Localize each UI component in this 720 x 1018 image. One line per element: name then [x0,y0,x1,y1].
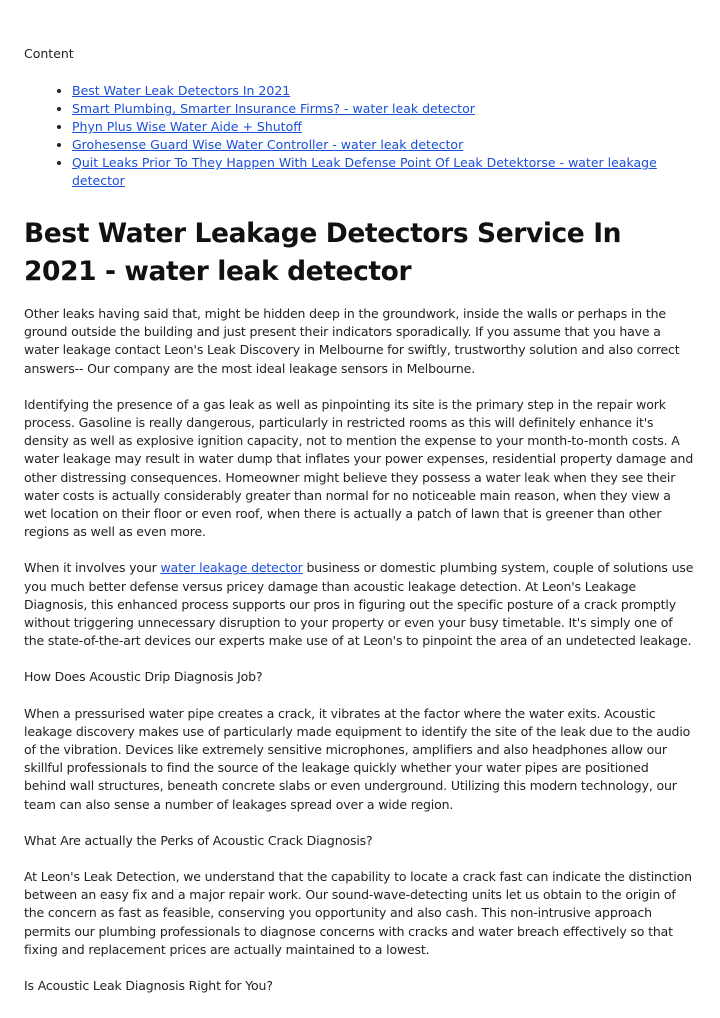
toc-item [72,154,694,190]
toc-heading: Content [24,46,74,61]
question-1: How Does Acoustic Drip Diagnosis Job? [24,669,263,685]
water-leakage-detector-link[interactable]: water leakage detector [160,560,303,576]
toc-link-5[interactable]: Quit Leaks Prior To They Happen With Leak Defense Point Of Leak Detektorse - water leakage detector [72,155,657,188]
paragraph-4: When a pressurised water pipe creates a crack, it vibrates at the factor where the water exits. Acoustic leakage discovery makes use of particularly made equipment to identify the site of the leak due to the audio of the vibration. Devices like extremely sensitive microphones, amplifiers and also headphones allow our skillful professionals to find the source of the leakage quickly whether your water pipes are positioned behind wall structures, beneath concrete slabs or even underground. Utilizing this modern technology, our team can also sense a number of leakages spread over a wide region. [24,705,691,812]
paragraph-3-lead: When it involves your [24,560,161,576]
article-title: Best Water Leakage Detectors Service In 2021 - water leak detector [24,218,622,287]
toc-item [72,118,694,136]
toc-link-4[interactable]: Grohesense Guard Wise Water Controller - water leak detector [72,137,464,152]
paragraph-5: At Leon's Leak Detection, we understand that the capability to locate a crack fast can indicate the distinction between an easy fix and a major repair work. Our sound-wave-detecting units let us obtain to the origin of the concern as fast as feasible, conserving you opportunity and also cash. This non-intrusive approach permits our plumbing professionals to diagnose concerns with cracks and water breach effectively so that fixing and replacement prices are actually maintained to a lowest. [24,869,692,957]
question-3: Is Acoustic Leak Diagnosis Right for You? [24,978,273,994]
toc-link-2[interactable]: Smart Plumbing, Smarter Insurance Firms? - water leak detector [72,101,475,116]
question-2: What Are actually the Perks of Acoustic Crack Diagnosis? [24,832,373,848]
paragraph-3-rest: business or domestic plumbing system, couple of solutions use you much better defense versus pricey damage than acoustic leakage detection. At Leon's Leakage Diagnosis, this enhanced process supports our pros in figuring out the specific posture of a crack promptly without triggering unnecessary disruption to your property or even your busy timetable. It's simply one of the state-of-the-art devices our experts make use of at Leon's to pinpoint the area of an undetected leakage. [24,560,694,649]
toc-item [72,100,694,118]
toc-item [72,82,694,100]
paragraph-2: Identifying the presence of a gas leak as well as pinpointing its site is the primary step in the repair work process. Gasoline is really dangerous, particularly in restricted rooms as this will definitely enhance it's density as well as explosive ignition capacity, not to mention the expense to your month-to-month costs. A water leakage may result in water dump that inflates your power expenses, residential property damage and other distressing consequences. Homeowner might believe they possess a water leak when they see their water costs is actually considerably greater than normal for no noticeable main reason, when they view a wet location on their floor or even roof, when there is actually a patch of lawn that is greener than other regions as well as even more. [24,396,694,540]
toc-list [24,82,694,190]
paragraph-1: Other leaks having said that, might be hidden deep in the groundwork, inside the walls or perhaps in the ground outside the building and just present their indicators sporadically. If you assume that you have a water leakage contact Leon's Leak Discovery in Melbourne for swiftly, trustworthy solution and also correct answers-- Our company are the most ideal leakage sensors in Melbourne. [24,306,680,376]
toc-item [72,136,694,154]
paragraph-3 [24,559,694,650]
toc-link-1[interactable]: Best Water Leak Detectors In 2021 [72,83,291,98]
toc-link-3[interactable]: Phyn Plus Wise Water Aide + Shutoff [72,119,302,134]
